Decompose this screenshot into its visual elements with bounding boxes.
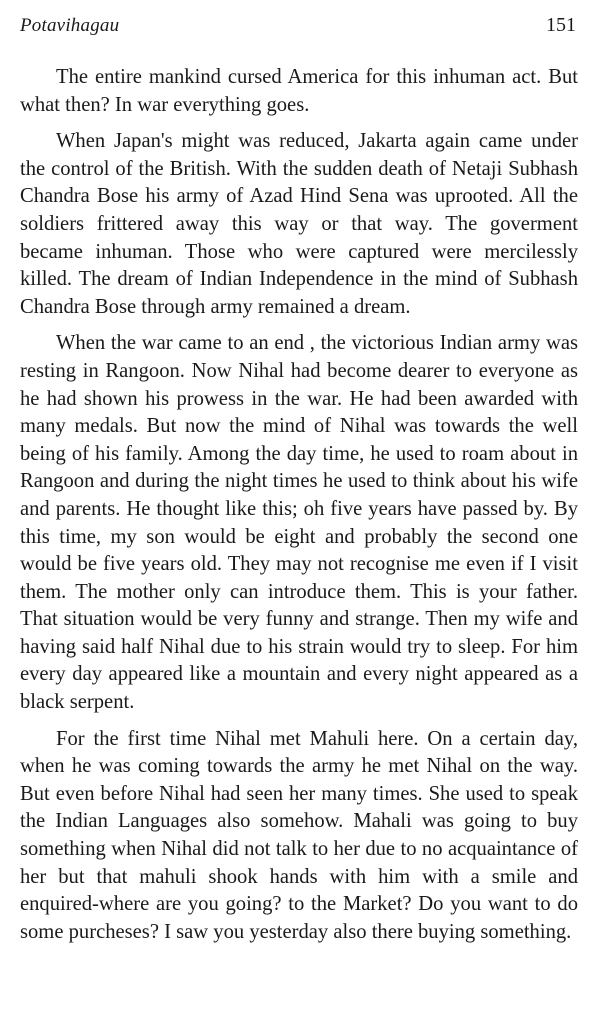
body-text <box>20 64 578 946</box>
page-number: 151 <box>546 14 576 36</box>
paragraph: For the first time Nihal met Mahuli here. On a certain day, when he was coming towards the army he met Nihal on the way. But even before Nihal had seen her many times. She used to speak the Indian Languages also somehow. Mahali was going to buy something when Nihal did not talk to her due to no acquaintance of her but that mahuli shook hands with him with a smile and enquired-where are you going? to the Market? Do you want to do some purcheses? I saw you yesterday also there buying something. <box>20 727 578 943</box>
running-title: Potavihagau <box>20 15 120 36</box>
running-header <box>20 14 578 48</box>
paragraph: When Japan's might was reduced, Jakarta again came under the control of the British. With the sudden death of Netaji Subhash Chandra Bose his army of Azad Hind Sena was uprooted. All the soldiers frittered away this way or that way. The goverment became inhuman. Those who were captured were mercilessly killed. The dream of Indian Independence in the mind of Subhash Chandra Bose through army remained a dream. <box>20 130 578 318</box>
paragraph: The entire mankind cursed America for this inhuman act. But what then? In war everything goes. <box>20 66 578 116</box>
paragraph: When the war came to an end , the victorious Indian army was resting in Rangoon. Now Nihal had become dearer to everyone as he had shown his prowess in the war. He had been awarded with many medals. But now the mind of Nihal was towards the well being of his family. Among the day time, he used to roam about in Rangoon and during the night times he used to think about his wife and parents. He thought like this; oh five years have passed by. By this time, my son would be eight and probably the second one would be five years old. They may not recognise me even if I visit them. The mother only can introduce them. This is your father. That situation would be very funny and strange. Then my wife and having said half Nihal due to his strain would try to sleep. For him every day appeared like a mountain and every night appeared as a black serpent. <box>20 332 578 714</box>
